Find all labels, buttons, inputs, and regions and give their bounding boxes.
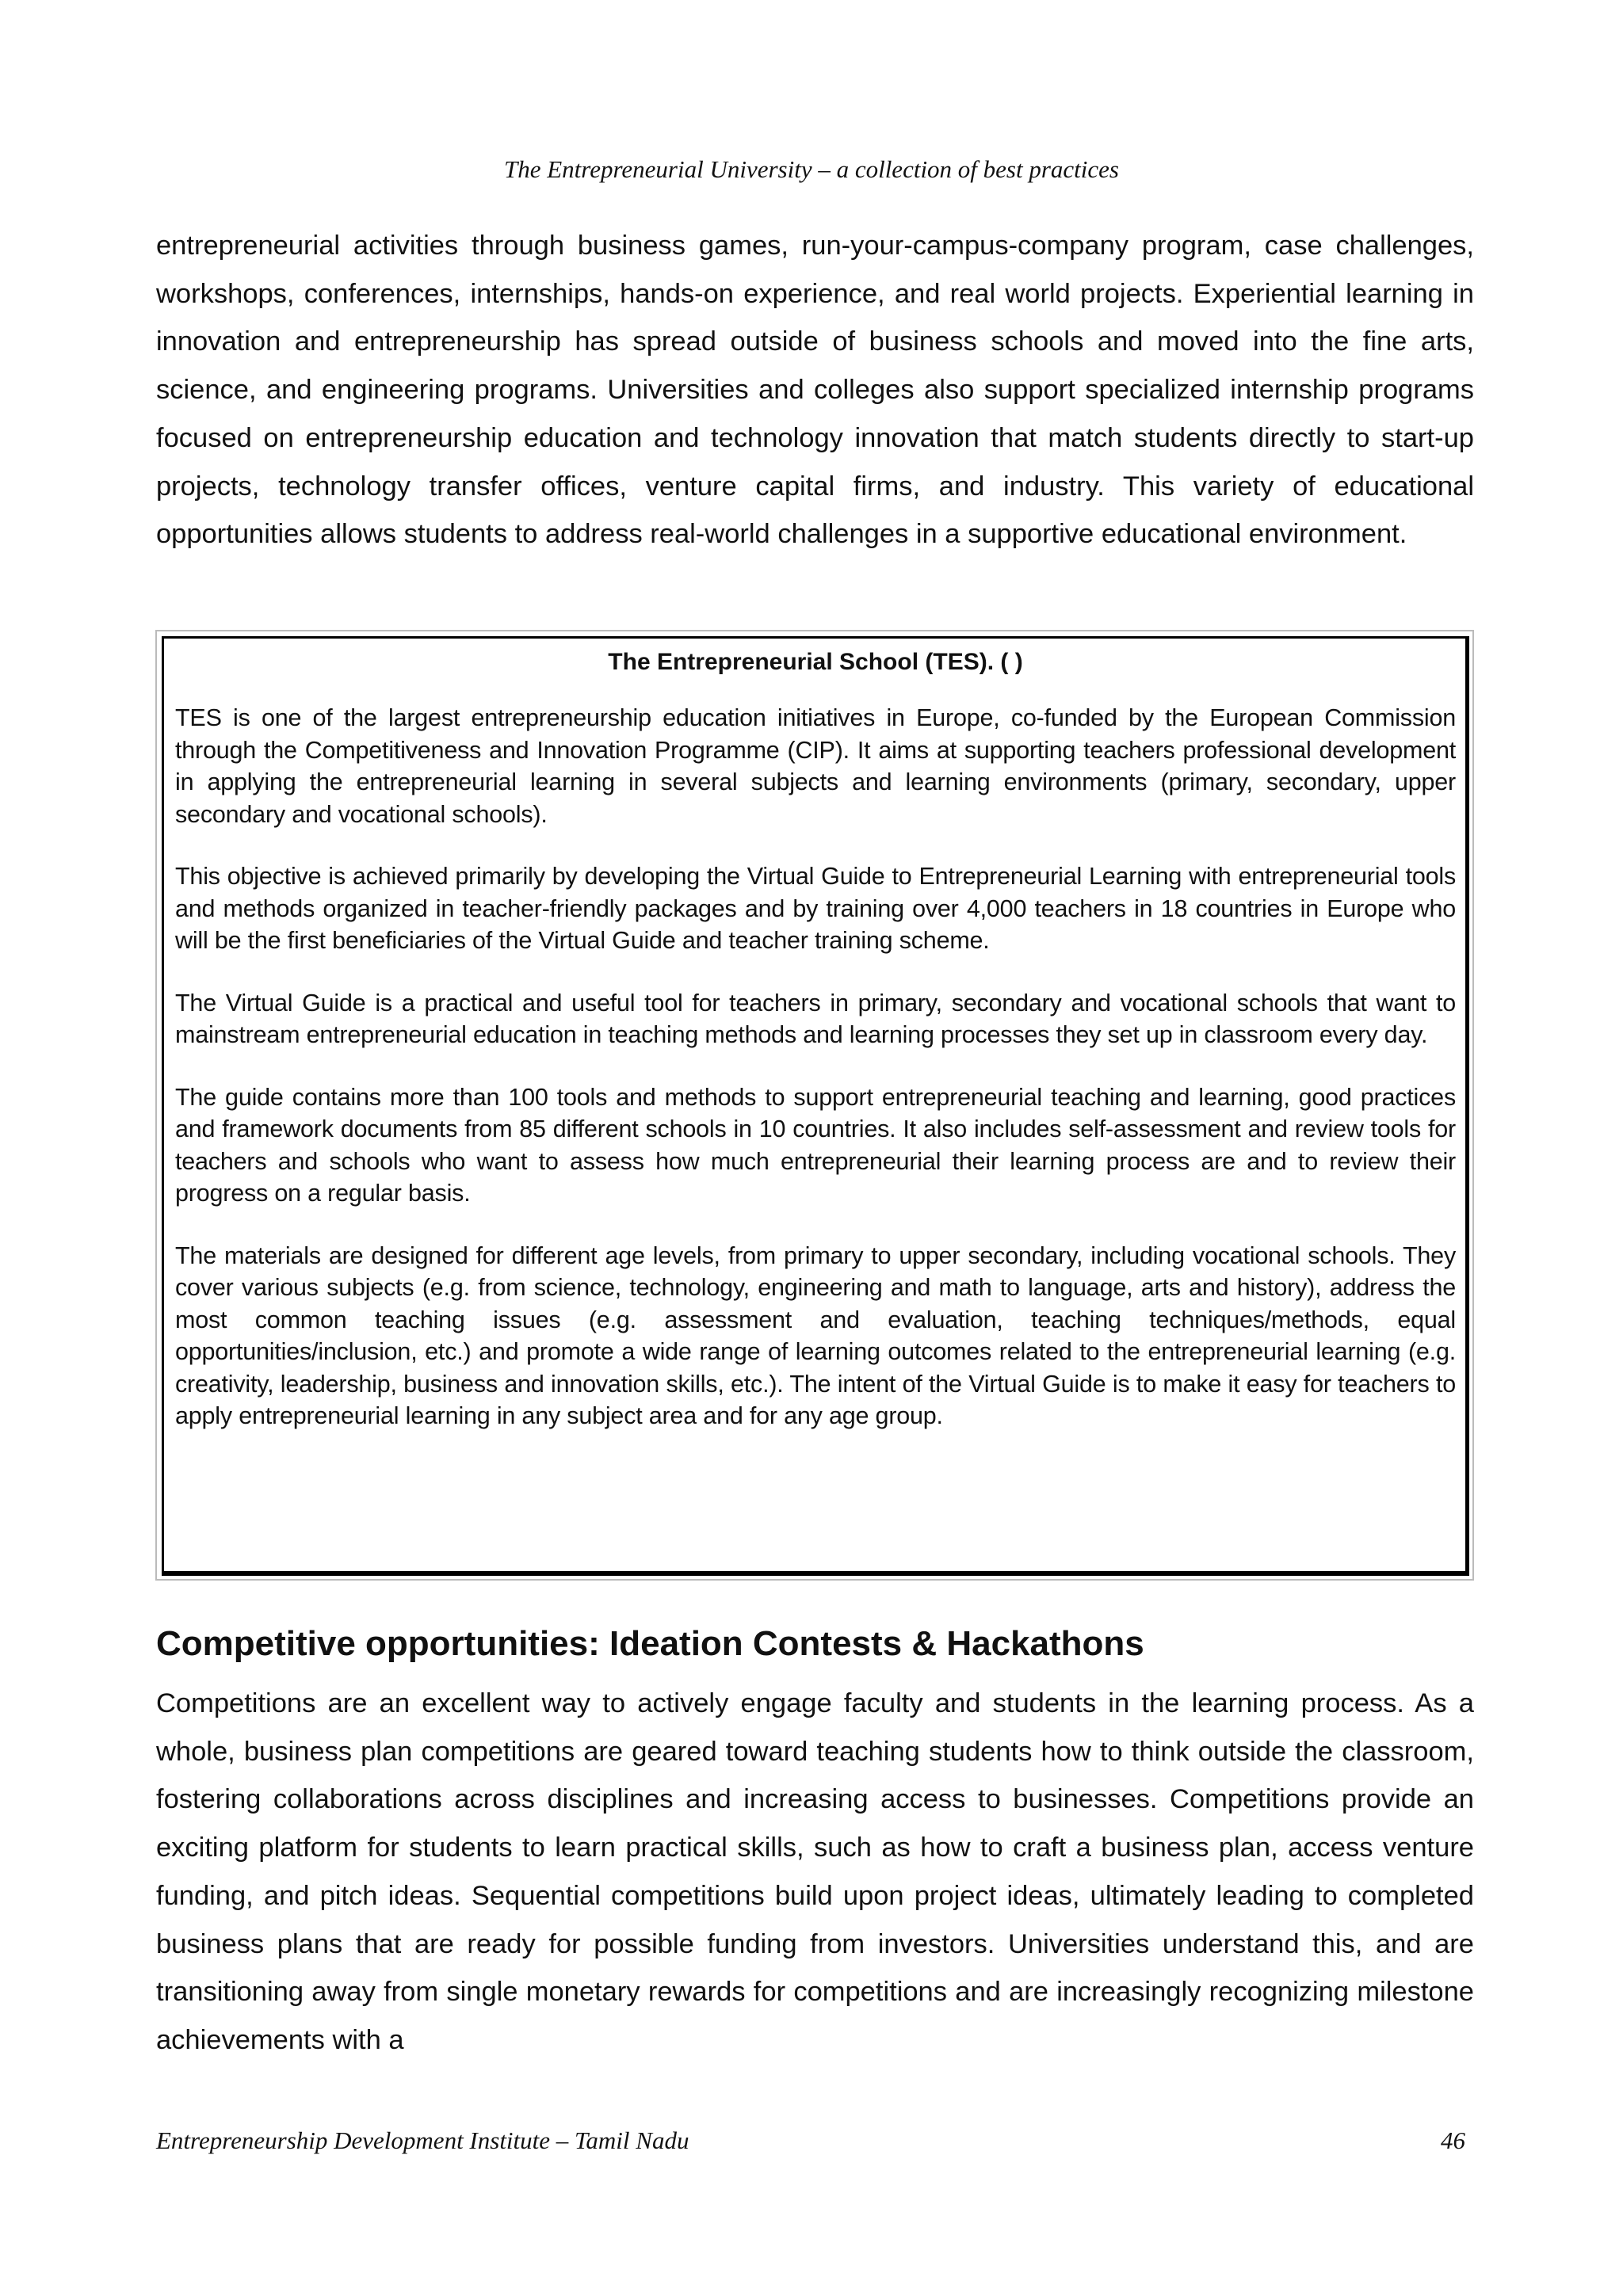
page-number: 46 (1441, 2126, 1465, 2154)
section-heading: Competitive opportunities: Ideation Contests & Hackathons (156, 1624, 1144, 1663)
box-title: The Entrepreneurial School (TES). ( ) (608, 649, 1023, 675)
tes-case-box-frame (162, 636, 1469, 1576)
box-paragraph: The guide contains more than 100 tools and methods to support entrepreneurial teaching and learning, good practices and framework documents from 85 different schools in 10 countries. It also includes self-assessment and review tools for teachers and schools who want to assess how much entrepreneurial their learning process are and to review their progress on a regular basis. (175, 1083, 1456, 1207)
box-paragraph: The materials are designed for different age levels, from primary to upper secondary, including vocational schools. They cover various subjects (e.g. from science, technology, engineering and math to language, arts and history), address the most common teaching issues (e.g. assessment and evaluation, teaching techniques/methods, equal opportunities/inclusion, etc.) and promote a wide range of learning outcomes related to the entrepreneurial learning (e.g. creativity, leadership, business and innovation skills, etc.). The intent of the Virtual Guide is to make it easy for teachers to apply entrepreneurial learning in any subject area and for any age group. (175, 1241, 1456, 1429)
footer-institution: Entrepreneurship Development Institute – Tamil Nadu (156, 2126, 689, 2154)
running-header: The Entrepreneurial University – a collection of best practices (504, 155, 1119, 183)
body-paragraph: Competitions are an excellent way to actively engage faculty and students in the learning process. As a whole, business plan competitions are geared toward teaching students how to think outside the classroom, fostering collaborations across disciplines and increasing access to businesses. Competitions provide an exciting platform for students to learn practical skills, such as how to craft a business plan, access venture funding, and pitch ideas. Sequential competitions build upon project ideas, ultimately leading to completed business plans that are ready for possible funding from investors. Universities understand this, and are transitioning away from single monetary rewards for competitions and are increasingly recognizing milestone achievements with a (156, 1688, 1474, 2055)
box-paragraph: The Virtual Guide is a practical and useful tool for teachers in primary, secondary and vocational schools that want to mainstream entrepreneurial education in teaching methods and learning processes they set up in classroom every day. (175, 989, 1456, 1048)
body-paragraph: entrepreneurial activities through business games, run-your-campus-company program, case challenges, workshops, conferences, internships, hands-on experience, and real world projects. Experiential learning in innovation and entrepreneurship has spread outside of business schools and moved into the fine arts, science, and engineering programs. Universities and colleges also support specialized internship programs focused on entrepreneurship education and technology innovation that match students directly to start-up projects, technology transfer offices, venture capital firms, and industry. This variety of educational opportunities allows students to address real-world challenges in a supportive educational environment. (156, 231, 1474, 550)
box-paragraph: TES is one of the largest entrepreneurship education initiatives in Europe, co-funded by the European Commission through the Competitiveness and Innovation Programme (CIP). It aims at supporting teachers professional development in applying the entrepreneurial learning in several subjects and learning environments (primary, secondary, upper secondary and vocational schools). (175, 704, 1456, 828)
box-paragraph: This objective is achieved primarily by developing the Virtual Guide to Entrepreneurial Learning with entrepreneurial tools and methods organized in teacher-friendly packages and by training over 4,000 teachers in 18 countries in Europe who will be the first beneficiaries of the Virtual Guide and teacher training scheme. (175, 863, 1456, 954)
tes-case-box (155, 630, 1474, 1581)
